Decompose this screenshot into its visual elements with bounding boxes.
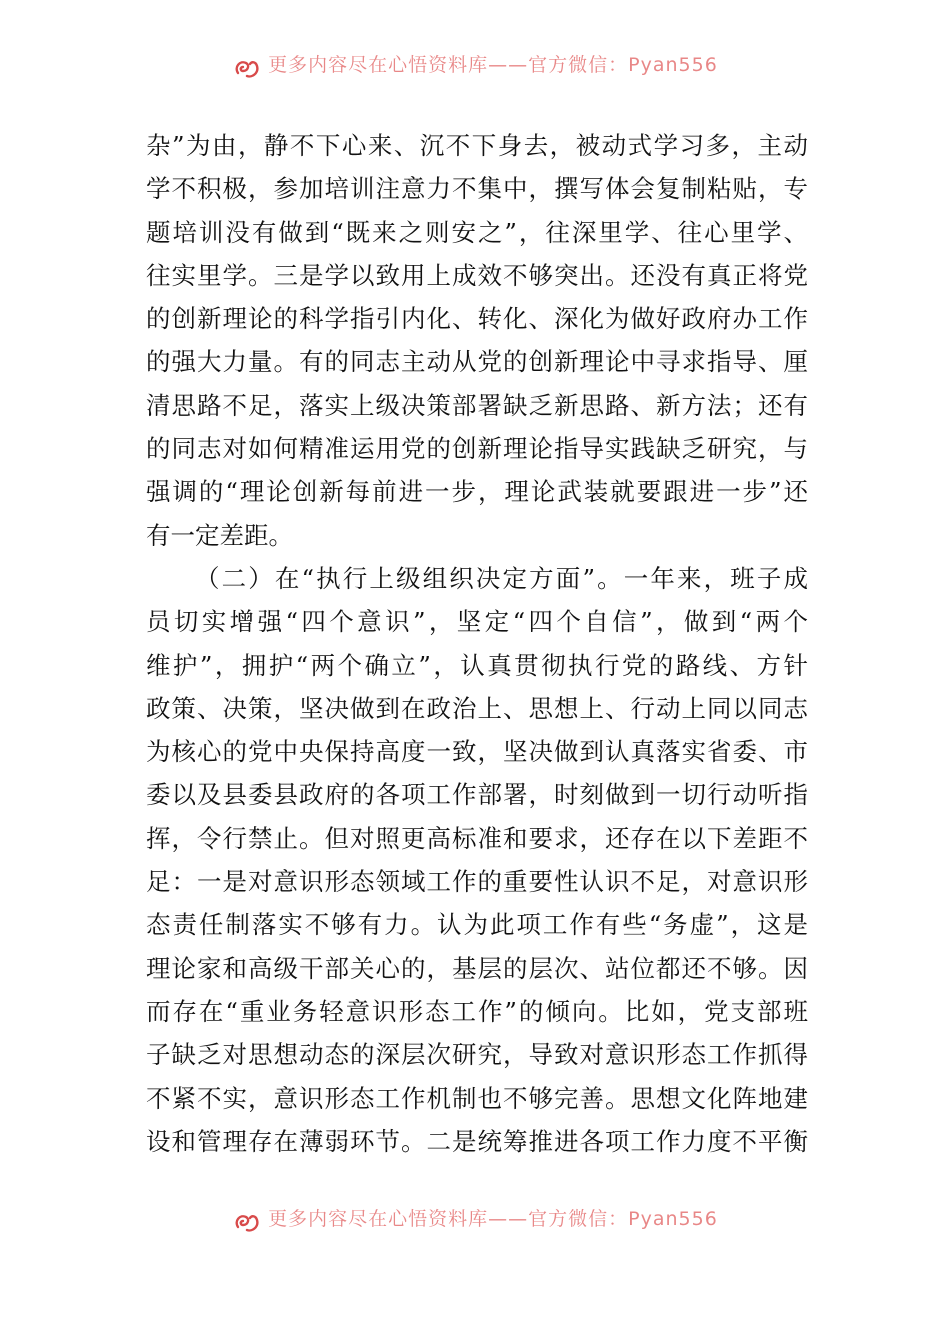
watermark-text: 更多内容尽在心悟资料库——官方微信：Pyan556 xyxy=(268,53,718,76)
text-line: 委以及县委县政府的各项工作部署，时刻做到一切行动听指 xyxy=(146,780,808,810)
text-line: 而存在“重业务轻意识形态工作”的倾向。比如，党支部班 xyxy=(146,996,808,1026)
text-line: 有一定差距。 xyxy=(146,520,293,550)
text-line: 的同志对如何精准运用党的创新理论指导实践缺乏研究，与 xyxy=(146,434,808,464)
text-line: 态责任制落实不够有力。认为此项工作有些“务虚”，这是 xyxy=(146,910,808,940)
text-line: 设和管理存在薄弱环节。二是统筹推进各项工作力度不平衡 xyxy=(146,1126,808,1156)
text-line: 子缺乏对思想动态的深层次研究，导致对意识形态工作抓得 xyxy=(146,1040,808,1070)
text-line: 清思路不足，落实上级决策部署缺乏新思路、新方法；还有 xyxy=(146,390,808,420)
text-line: 往实里学。三是学以致用上成效不够突出。还没有真正将党 xyxy=(146,260,808,290)
text-line: 强调的“理论创新每前进一步，理论武装就要跟进一步”还 xyxy=(146,477,808,507)
watermark-logo-icon xyxy=(232,57,262,81)
text-line: 员切实增强“四个意识”，坚定“四个自信”，做到“两个 xyxy=(146,607,808,637)
watermark-footer xyxy=(0,1206,950,1240)
watermark-logo-icon xyxy=(232,1211,262,1235)
text-line: 挥，令行禁止。但对照更高标准和要求，还存在以下差距不 xyxy=(146,823,808,853)
text-line: 的强大力量。有的同志主动从党的创新理论中寻求指导、厘 xyxy=(146,347,808,377)
watermark-text: 更多内容尽在心悟资料库——官方微信：Pyan556 xyxy=(268,1207,718,1230)
text-line: 杂”为由，静不下心来、沉不下身去，被动式学习多，主动 xyxy=(146,131,808,160)
text-line: 足：一是对意识形态领域工作的重要性认识不足，对意识形 xyxy=(146,867,808,897)
text-line: 为核心的党中央保持高度一致，坚决做到认真落实省委、市 xyxy=(146,737,808,767)
text-line: 不紧不实，意识形态工作机制也不够完善。思想文化阵地建 xyxy=(146,1083,808,1113)
text-line: 维护”，拥护“两个确立”，认真贯彻执行党的路线、方针 xyxy=(146,650,808,680)
text-line: 理论家和高级干部关心的，基层的层次、站位都还不够。因 xyxy=(146,953,808,983)
text-line: 的创新理论的科学指引内化、转化、深化为做好政府办工作 xyxy=(146,304,808,334)
text-line: 政策、决策，坚决做到在政治上、思想上、行动上同以同志 xyxy=(146,693,808,723)
text-line: 题培训没有做到“既来之则安之”，往深里学、往心里学、 xyxy=(146,217,808,247)
watermark-header xyxy=(0,52,950,86)
section-heading-line: （二）在“执行上级组织决定方面”。一年来，班子成 xyxy=(195,563,808,593)
text-line: 学不积极，参加培训注意力不集中，撰写体会复制粘贴，专 xyxy=(146,174,808,204)
document-body xyxy=(146,124,808,1163)
